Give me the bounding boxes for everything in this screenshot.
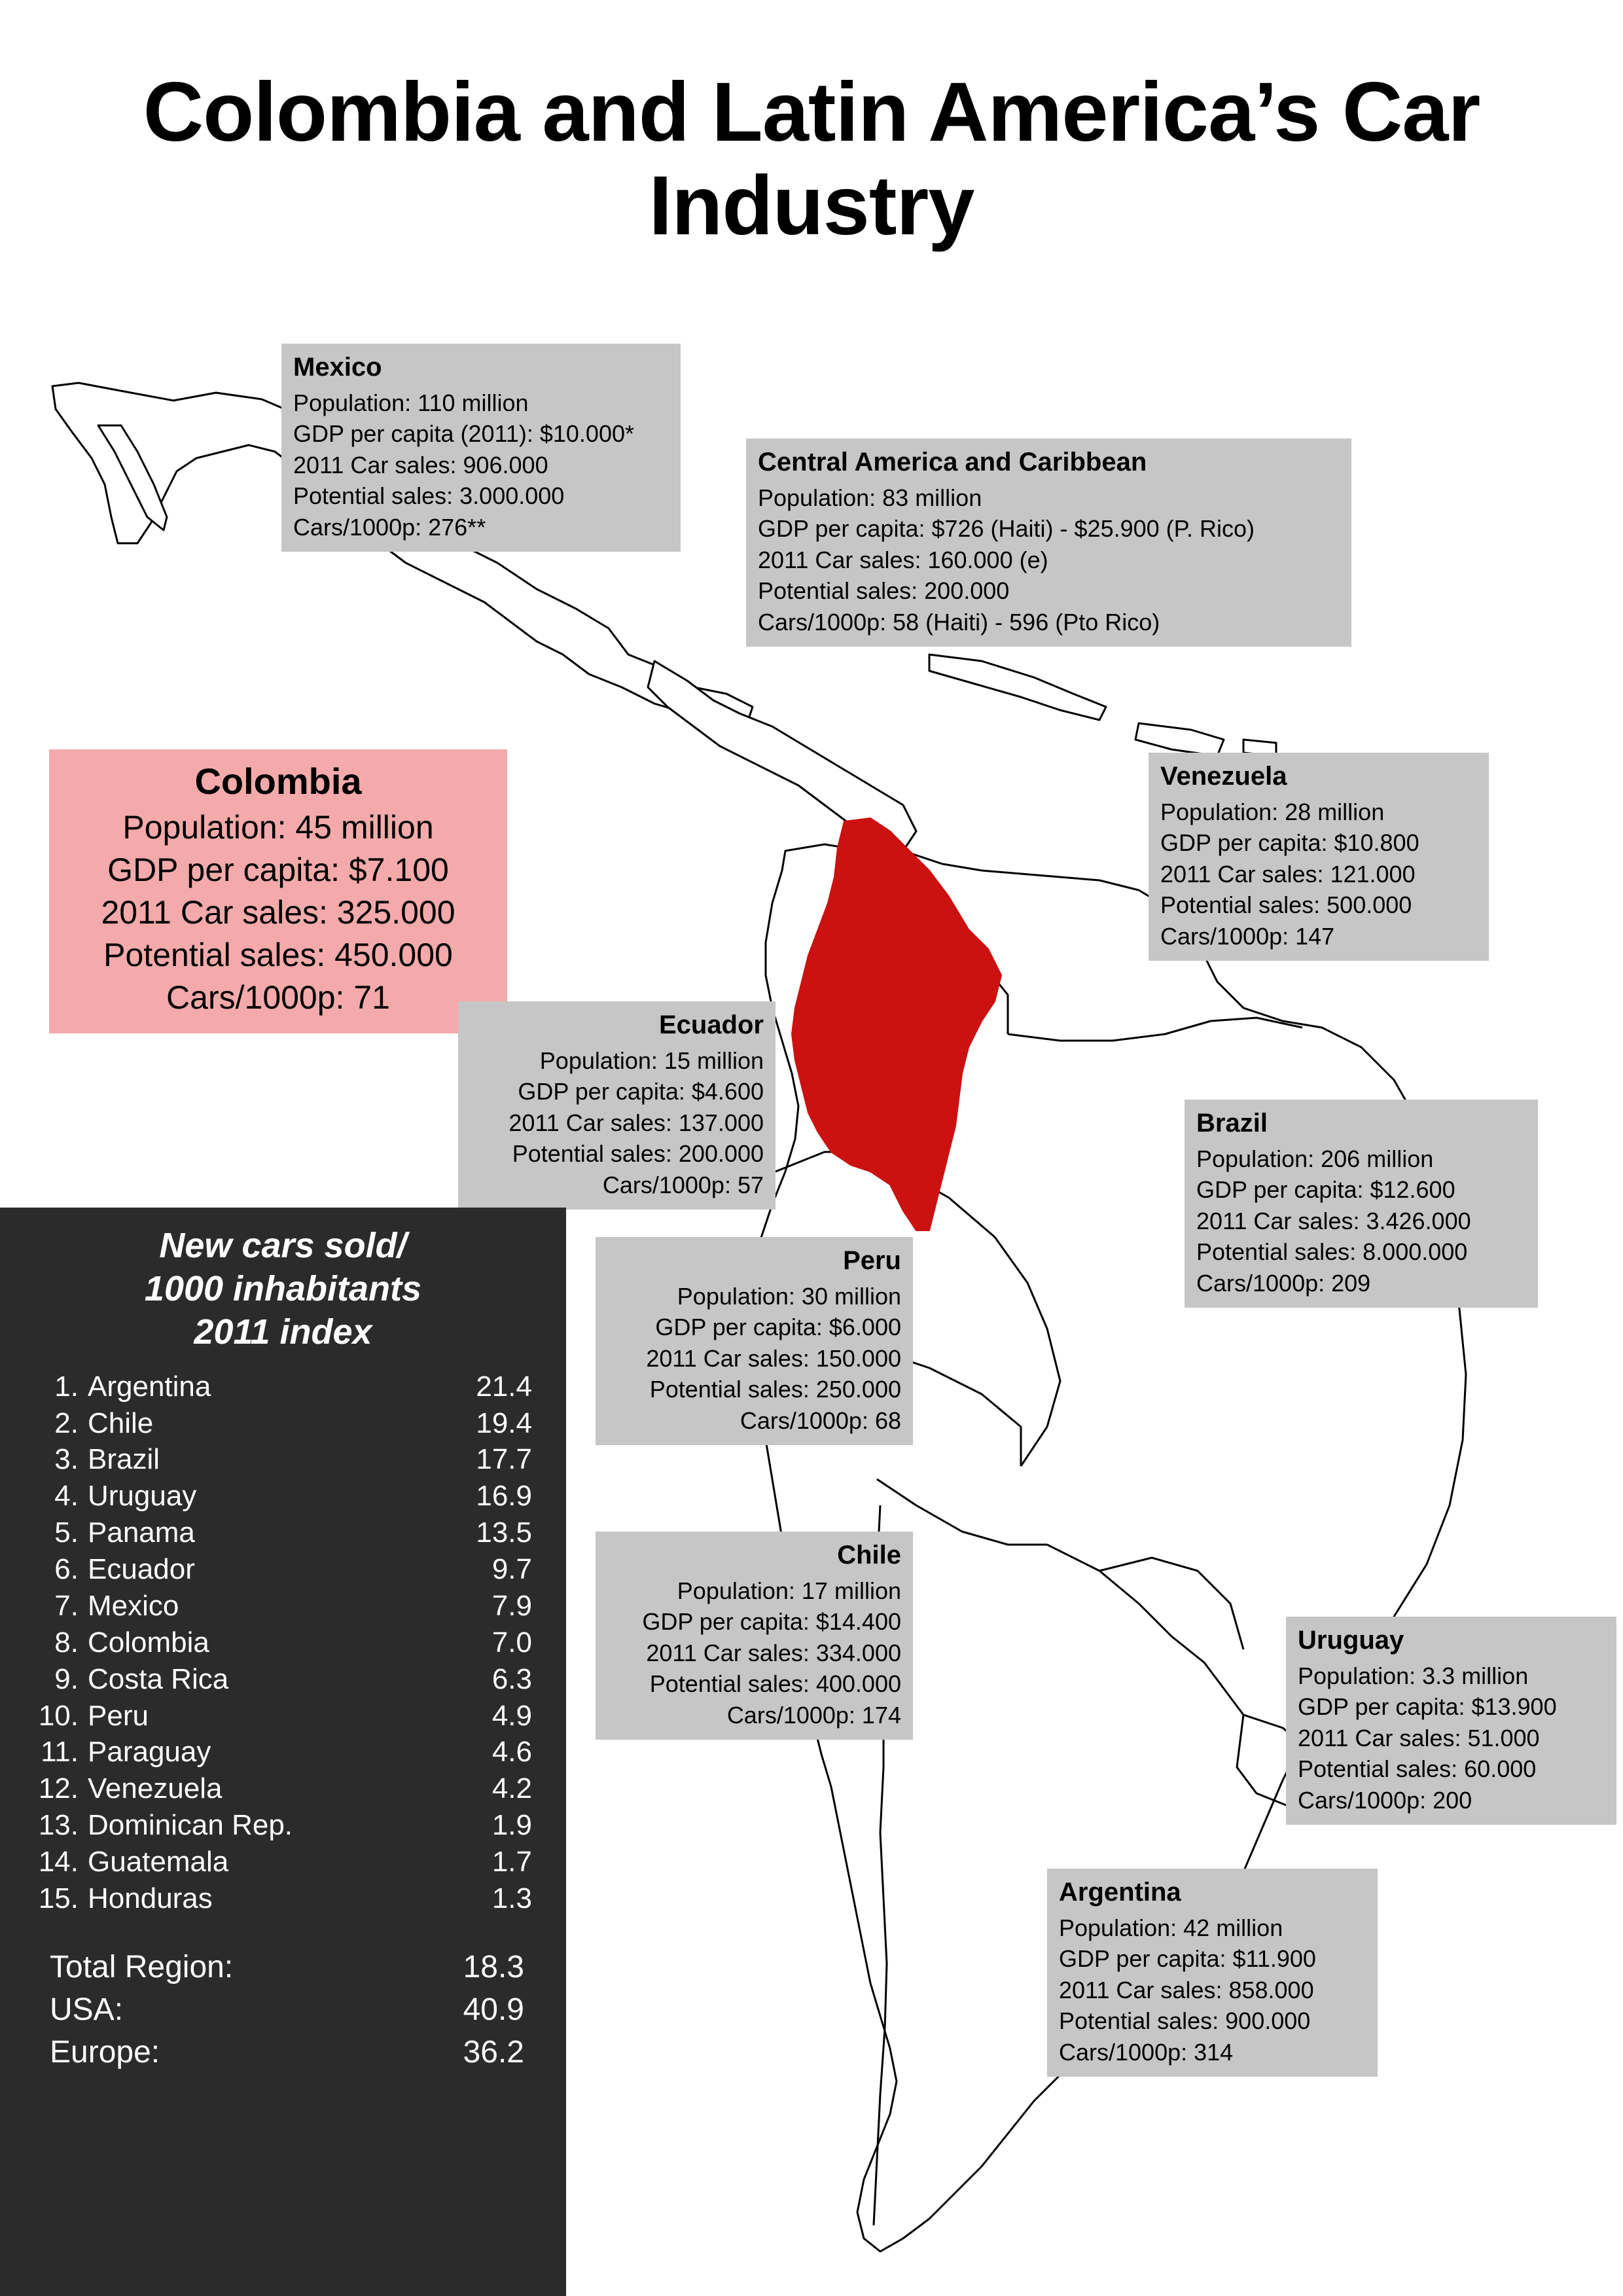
infobox-ecuador-potential: Potential sales: 200.000 [512,1140,764,1168]
infobox-central-america-title: Central America and Caribbean [758,448,1147,476]
infobox-argentina-car-sales: 2011 Car sales: 858.000 [1059,1976,1314,2003]
rank-value: 6.3 [491,1662,532,1695]
infobox-ecuador [458,1001,776,1210]
infobox-ecuador-gdp: GDP per capita: $4.600 [518,1078,764,1105]
rank-index: 7. [54,1589,79,1622]
map-island-hispaniola [1135,723,1224,756]
rank-index: 15. [38,1882,79,1914]
infobox-venezuela-car-sales: 2011 Car sales: 121.000 [1160,860,1416,888]
infobox-chile-potential: Potential sales: 400.000 [649,1670,901,1698]
rank-country: Peru [88,1699,149,1732]
infobox-central-america-gdp: GDP per capita: $726 (Haiti) - $25.900 (P. Rico) [758,515,1255,543]
infobox-argentina [1047,1869,1378,2077]
infobox-venezuela-potential: Potential sales: 500.000 [1160,891,1412,919]
infobox-venezuela-cars-per-1000: Cars/1000p: 147 [1160,922,1335,950]
ranking-heading-line-2: 1000 inhabitants [144,1268,422,1308]
rank-value: 4.2 [491,1772,532,1805]
infobox-chile-population: Population: 17 million [677,1577,901,1604]
total-value: 40.9 [463,1992,524,2028]
rank-index: 9. [54,1662,79,1695]
ranking-row [22,1880,544,1917]
infobox-brazil-title: Brazil [1196,1109,1268,1138]
infobox-colombia [49,749,507,1033]
ranking-row [22,1405,544,1442]
infobox-argentina-gdp: GDP per capita: $11.900 [1059,1945,1316,1973]
rank-value: 17.7 [476,1443,532,1476]
rank-value: 7.9 [491,1589,532,1622]
ranking-row [22,1770,544,1807]
ranking-panel [0,1208,566,2296]
rank-country: Guatemala [88,1846,229,1878]
ranking-heading-line-3: 2011 index [194,1312,372,1352]
infobox-brazil-cars-per-1000: Cars/1000p: 209 [1196,1269,1371,1297]
infobox-uruguay [1286,1617,1616,1825]
infobox-ecuador-population: Population: 15 million [539,1047,764,1074]
rank-index: 8. [54,1626,79,1659]
infobox-central-america-car-sales: 2011 Car sales: 160.000 (e) [758,546,1048,573]
rank-country: Honduras [88,1882,213,1914]
infobox-uruguay-title: Uruguay [1298,1626,1404,1655]
ranking-totals [22,1946,544,2074]
rank-country: Panama [88,1516,195,1549]
infobox-ecuador-car-sales: 2011 Car sales: 137.000 [508,1109,764,1136]
infobox-argentina-potential: Potential sales: 900.000 [1059,2007,1311,2035]
infobox-venezuela-gdp: GDP per capita: $10.800 [1160,829,1419,857]
rank-index: 2. [54,1407,79,1439]
total-row [22,2031,544,2073]
rank-value: 4.6 [491,1736,532,1768]
infobox-uruguay-car-sales: 2011 Car sales: 51.000 [1298,1724,1540,1751]
rank-country: Dominican Rep. [88,1809,293,1842]
infobox-mexico-population: Population: 110 million [293,389,529,416]
infobox-venezuela [1149,753,1489,961]
rank-value: 4.9 [491,1699,532,1732]
infobox-brazil-potential: Potential sales: 8.000.000 [1196,1238,1468,1266]
total-label: Europe: [50,2035,160,2070]
infobox-chile-car-sales: 2011 Car sales: 334.000 [646,1639,901,1666]
rank-country: Brazil [88,1443,160,1476]
rank-value: 1.9 [491,1809,532,1842]
rank-value: 1.3 [491,1882,532,1914]
rank-country: Mexico [88,1589,179,1622]
rank-index: 11. [41,1736,79,1768]
rank-value: 19.4 [476,1407,532,1439]
infobox-brazil [1185,1100,1538,1308]
ranking-heading-line-1: New cars sold/ [159,1226,407,1265]
infobox-central-america-population: Population: 83 million [758,484,982,511]
infobox-peru-potential: Potential sales: 250.000 [649,1376,901,1403]
total-value: 18.3 [463,1949,524,1984]
rank-value: 7.0 [491,1626,532,1659]
infobox-colombia-title: Colombia [194,761,362,802]
infobox-argentina-cars-per-1000: Cars/1000p: 314 [1059,2038,1234,2066]
infobox-central-america-cars-per-1000: Cars/1000p: 58 (Haiti) - 596 (Pto Rico) [758,608,1160,636]
ranking-row [22,1478,544,1515]
rank-index: 13. [38,1809,79,1842]
infobox-peru-gdp: GDP per capita: $6.000 [655,1314,901,1341]
infobox-venezuela-title: Venezuela [1160,762,1287,791]
rank-index: 4. [54,1480,79,1513]
infobox-central-america [746,439,1351,647]
rank-index: 6. [54,1553,79,1585]
infobox-colombia-car-sales: 2011 Car sales: 325.000 [101,894,455,931]
infobox-ecuador-cars-per-1000: Cars/1000p: 57 [602,1171,764,1198]
rank-index: 12. [38,1772,79,1805]
infobox-colombia-potential: Potential sales: 450.000 [103,937,453,973]
infobox-colombia-population: Population: 45 million [122,809,434,846]
ranking-row [22,1734,544,1770]
rank-country: Ecuador [88,1553,195,1585]
infobox-uruguay-gdp: GDP per capita: $13.900 [1298,1693,1557,1721]
infobox-brazil-car-sales: 2011 Car sales: 3.426.000 [1196,1207,1471,1234]
infobox-uruguay-cars-per-1000: Cars/1000p: 200 [1298,1786,1472,1814]
infobox-venezuela-population: Population: 28 million [1160,798,1385,825]
ranking-row [22,1844,544,1880]
infobox-mexico-gdp: GDP per capita (2011): $10.000* [293,420,634,448]
total-value: 36.2 [463,2035,524,2070]
rank-value: 21.4 [476,1370,532,1403]
total-label: USA: [50,1992,124,2028]
infobox-chile [596,1532,913,1740]
rank-value: 16.9 [476,1480,532,1513]
infobox-chile-cars-per-1000: Cars/1000p: 174 [726,1701,901,1729]
infobox-colombia-gdp: GDP per capita: $7.100 [107,852,449,888]
infobox-chile-title: Chile [837,1541,901,1570]
total-row [22,1946,544,1988]
ranking-row [22,1661,544,1698]
infobox-peru-population: Population: 30 million [677,1282,901,1310]
rank-index: 5. [54,1516,79,1549]
rank-country: Venezuela [88,1772,223,1805]
ranking-heading [22,1225,544,1354]
rank-country: Chile [88,1407,154,1439]
ranking-row [22,1624,544,1661]
rank-index: 14. [38,1846,79,1878]
infobox-mexico-car-sales: 2011 Car sales: 906.000 [293,451,548,478]
infobox-mexico-title: Mexico [293,353,382,382]
rank-value: 9.7 [491,1553,532,1585]
page-title: Colombia and Latin America’s Car Industry [143,65,1480,253]
total-label: Total Region: [50,1949,234,1984]
ranking-row [22,1698,544,1734]
infobox-peru-cars-per-1000: Cars/1000p: 68 [740,1407,901,1434]
infobox-mexico-cars-per-1000: Cars/1000p: 276** [293,513,486,541]
ranking-row [22,1515,544,1551]
infobox-uruguay-potential: Potential sales: 60.000 [1298,1755,1537,1783]
infobox-brazil-population: Population: 206 million [1196,1145,1434,1172]
infobox-mexico-potential: Potential sales: 3.000.000 [293,482,565,510]
infobox-uruguay-population: Population: 3.3 million [1298,1662,1529,1689]
infobox-argentina-title: Argentina [1059,1878,1181,1907]
ranking-row [22,1551,544,1588]
rank-country: Uruguay [88,1480,197,1513]
rank-index: 3. [54,1443,79,1476]
rank-country: Colombia [88,1626,209,1659]
rank-index: 1. [54,1370,79,1403]
rank-index: 10. [38,1699,79,1732]
ranking-row [22,1807,544,1844]
infobox-chile-gdp: GDP per capita: $14.400 [642,1608,901,1636]
ranking-row [22,1369,544,1405]
infobox-peru [596,1237,913,1445]
infobox-brazil-gdp: GDP per capita: $12.600 [1196,1176,1455,1204]
rank-value: 13.5 [476,1516,532,1549]
rank-country: Costa Rica [88,1662,229,1695]
infobox-peru-car-sales: 2011 Car sales: 150.000 [646,1344,901,1372]
rank-country: Argentina [88,1370,211,1403]
rank-country: Paraguay [88,1736,211,1768]
infobox-peru-title: Peru [843,1246,901,1275]
infobox-argentina-population: Population: 42 million [1059,1914,1283,1941]
ranking-row [22,1441,544,1478]
infobox-central-america-potential: Potential sales: 200.000 [758,577,1010,605]
infobox-colombia-cars-per-1000: Cars/1000p: 71 [166,979,390,1016]
infobox-ecuador-title: Ecuador [658,1011,764,1039]
infobox-mexico [281,344,681,552]
ranking-row [22,1588,544,1624]
map-island-cuba [929,655,1106,720]
rank-value: 1.7 [491,1846,532,1878]
total-row [22,1988,544,2031]
